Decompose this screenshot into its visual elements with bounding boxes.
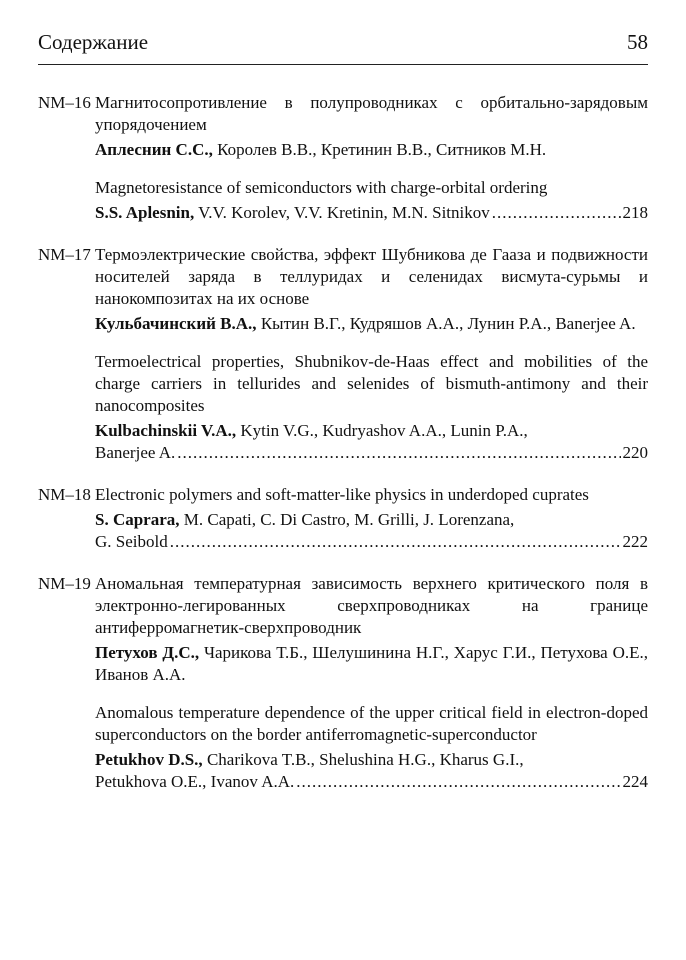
leader-dots: [492, 202, 621, 224]
entry-authors-ru: [95, 313, 648, 335]
entry-authors-ru: [95, 139, 648, 161]
leader-dots: [177, 442, 620, 464]
lead-author-en: S. Caprara,: [95, 510, 180, 529]
entry-heading: [38, 484, 648, 506]
entry-authors-ru: [95, 642, 648, 686]
entry-title-en: Termoelectrical properties, Shubnikov-de-Haas effect and mobilities of the charge carriers in tellurides and selenides of bismuth-antimony and their nanocomposites: [95, 352, 648, 415]
page-header: [38, 30, 648, 64]
entry-authors-en-line2: [95, 442, 648, 464]
entry-authors-en: [95, 509, 648, 531]
coauthors-en: Charikova T.B., Shelushina H.G., Kharus G.I.,: [202, 750, 524, 769]
entry-authors-en: [95, 202, 648, 224]
entry-heading: [38, 244, 648, 310]
entry-page: 220: [622, 443, 648, 462]
toc-entry: [38, 244, 648, 464]
leader-dots: [296, 771, 620, 793]
entry-heading: [38, 92, 648, 136]
page-title: Содержание: [38, 30, 149, 54]
lead-author-ru: Кульбачинский В.А.,: [95, 314, 257, 333]
entry-page: 222: [622, 532, 648, 551]
coauthors-en-cont: G. Seibold: [95, 532, 168, 551]
coauthors-en: M. Capati, C. Di Castro, M. Grilli, J. Lorenzana,: [179, 510, 515, 529]
page-number: 58: [627, 30, 648, 54]
lead-author-en: S.S. Aplesnin,: [95, 203, 195, 222]
coauthors-ru: Чарикова Т.Б., Шелушинина Н.Г., Харус Г.И., Петухова О.Е., Иванов А.А.: [95, 643, 648, 684]
entry-title-en: Electronic polymers and soft-matter-like physics in underdoped cuprates: [95, 485, 589, 504]
coauthors-ru: Кытин В.Г., Кудряшов А.А., Лунин Р.А., Banerjee A.: [256, 314, 636, 333]
entry-title-ru: Магнитосопротивление в полупроводниках с орбитально-зарядовым упорядочением: [95, 93, 648, 134]
entry-title-ru: Термоэлектрические свойства, эффект Шубникова де Гааза и подвижности носителей заряда в теллуридах и селенидах висмута-сурьмы и нанокомпозитах на их основе: [95, 245, 648, 308]
lead-author-en: Kulbachinskii V.A.,: [95, 421, 237, 440]
coauthors-en: Kytin V.G., Kudryashov A.A., Lunin P.A.,: [236, 421, 528, 440]
entry-title-en: Magnetoresistance of semiconductors with charge-orbital ordering: [95, 178, 548, 197]
entry-authors-en-line2: [95, 531, 648, 553]
header-divider: [38, 64, 648, 65]
coauthors-ru: Королев В.В., Кретинин В.В., Ситников М.Н.: [212, 140, 547, 159]
entry-code: NM–19: [38, 574, 91, 593]
lead-author-ru: Петухов Д.С.,: [95, 643, 200, 662]
leader-dots: [170, 531, 621, 553]
lead-author-ru: Аплеснин С.С.,: [95, 140, 213, 159]
entry-page: 224: [622, 772, 648, 791]
entry-authors-en: [95, 420, 648, 442]
contents-list: [38, 92, 648, 813]
entry-title-ru: Аномальная температурная зависимость верхнего критического поля в электронно-легированных сверхпроводниках на границе антиферромагнетик-сверхпроводник: [95, 574, 648, 637]
entry-heading: [38, 573, 648, 639]
entry-code: NM–16: [38, 93, 91, 112]
entry-code: NM–17: [38, 245, 91, 264]
entry-authors-en: [95, 749, 648, 771]
entry-page: 218: [622, 203, 648, 222]
toc-entry: [38, 484, 648, 553]
toc-entry: [38, 92, 648, 224]
coauthors-en-cont: Petukhova O.E., Ivanov A.A.: [95, 772, 295, 791]
coauthors-en-cont: Banerjee A.: [95, 443, 176, 462]
entry-code: NM–18: [38, 485, 91, 504]
toc-entry: [38, 573, 648, 793]
coauthors-en: V.V. Korolev, V.V. Kretinin, M.N. Sitnikov: [194, 203, 490, 222]
entry-authors-en-line2: [95, 771, 648, 793]
lead-author-en: Petukhov D.S.,: [95, 750, 203, 769]
entry-title-en: Anomalous temperature dependence of the upper critical field in electron-doped superconductors on the border antiferromagnetic-superconductor: [95, 703, 648, 744]
